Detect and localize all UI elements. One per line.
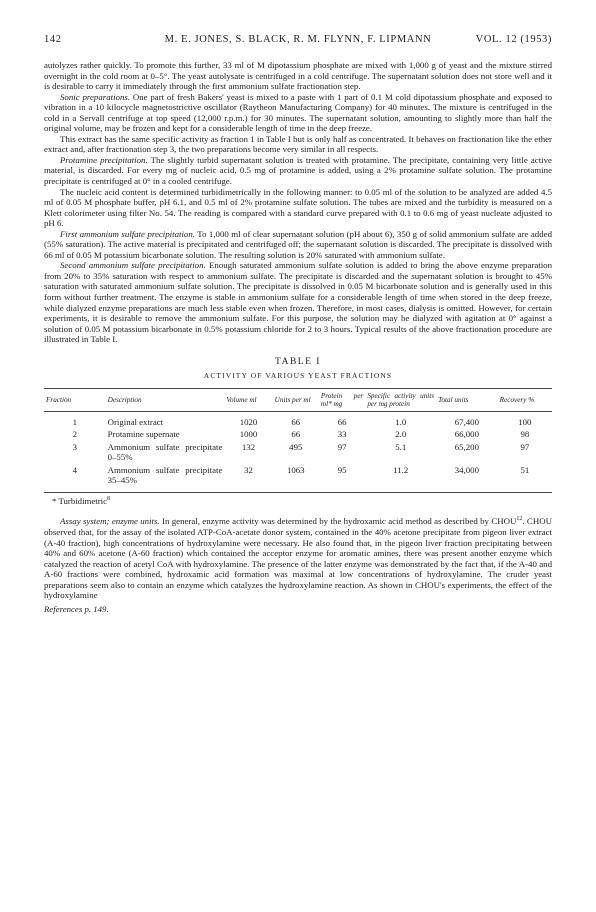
cell-specific-activity: 11.2 (365, 464, 436, 493)
paragraph (44, 229, 552, 261)
cell-protein: 97 (337, 441, 347, 452)
cell-volume: 1020 (239, 416, 258, 427)
cell-description: Original extract (107, 416, 164, 427)
col-total-units: Total units (436, 388, 498, 411)
cell-units: 66 (291, 416, 301, 427)
paragraph-text: In general, enzyme activity was determined by the hydroxamic acid method as described by CHOU (159, 516, 517, 527)
cell-protein: 33 (337, 429, 347, 440)
col-description: Description (106, 388, 225, 411)
cell-description: Ammonium sulfate precipitate 35–45% (106, 464, 225, 493)
footnote-text: * Turbidimetric (52, 495, 107, 506)
table-row (44, 441, 552, 464)
cell-specific-activity: 5.1 (395, 441, 407, 452)
paragraph (44, 260, 552, 344)
citation-reference: 12 (516, 516, 523, 523)
cell-volume: 1000 (239, 429, 258, 440)
col-volume: Volume ml (224, 388, 272, 411)
table-header-row (44, 388, 552, 411)
paragraph: This extract has the same specific activity as fraction 1 in Table I but is only half as concentrated. It behaves on fractionation like the ether extract and, after fractionation step 3, the two preparations become very similar in all respects. (44, 133, 552, 155)
col-fraction: Fraction (44, 388, 106, 411)
cell-fraction: 3 (72, 441, 78, 452)
body-text (44, 60, 552, 614)
section-heading: Assay system; enzyme units. (60, 516, 160, 527)
col-specific-activity: Specific activity units per mg protein (365, 388, 436, 411)
header-authors: M. E. JONES, S. BLACK, R. M. FLYNN, F. LIPMANN (164, 34, 432, 45)
cell-total-units: 65,200 (454, 441, 479, 452)
cell-specific-activity: 2.0 (395, 429, 407, 440)
cell-description: Ammonium sulfate precipitate 0–55% (107, 441, 223, 463)
section-heading: Protamine precipitation. (60, 154, 148, 165)
paragraph (44, 155, 552, 187)
cell-volume: 132 (241, 441, 256, 452)
cell-recovery: 100 (518, 416, 532, 427)
cell-protein: 95 (319, 464, 365, 493)
section-heading: First ammonium sulfate precipitation. (60, 228, 195, 239)
table-subtitle: ACTIVITY OF VARIOUS YEAST FRACTIONS (203, 371, 393, 381)
cell-fraction: 2 (72, 429, 78, 440)
table-row (44, 411, 552, 428)
paragraph (44, 516, 552, 600)
paragraph-text: To 1,000 ml of clear supernatant solution (pH about 6), 350 g of solid ammonium sulfate are added (55% saturation). The active material is precipitated and centrifuged off; the supernatant solution is discarded. The precipitate is dissolved with 66 ml of 0.05 M potassium bicarbonate solution. The resulting solution is 20% saturated with ammonium sulfate. (44, 228, 552, 260)
paragraph: autolyzes rather quickly. To promote this further, 33 ml of M dipotassium phosphate are mixed with 1,000 g of yeast and the mixture stirred overnight in the cold room at 0–5°. The yeast autolysate is centrifuged in a cold centrifuge. The supernatant solution does not store well and it is desirable to carry it immediately through the first ammonium sulfate fractionation step. (44, 60, 552, 92)
activity-table (44, 388, 552, 493)
cell-recovery: 97 (520, 441, 530, 452)
page-number: 142 (44, 34, 62, 45)
table-footnote (52, 496, 552, 507)
cell-protein: 66 (337, 416, 347, 427)
cell-units: 495 (289, 441, 303, 452)
references-link[interactable]: References p. 149. (44, 603, 109, 614)
section-heading: Second ammonium sulfate precipitation. (60, 260, 206, 271)
cell-total-units: 34,000 (436, 464, 498, 493)
cell-recovery: 98 (520, 429, 530, 440)
table-title: TABLE I (275, 356, 321, 367)
col-units: Units per ml (273, 388, 319, 411)
cell-recovery: 51 (498, 464, 552, 493)
paragraph-text: Enough saturated ammonium sulfate solution is added to bring the above enzyme preparation from 20% to 35% saturation with respect to ammonium sulfate. The precipitate is discarded and the supernatant solution is brought to 45% saturation with saturated ammonium sulfate solution. The precipitate is dissolved in 0.05 M bicarbonate solution and is generally used in this form without further treatment. The enzyme is stable in ammonium sulfate for a considerable length of time when stored in the deep freeze, while dialyzed enzyme preparations are much less stable even when frozen. Therefore, in most cases, dialysis is omitted. However, for certain experiments, it is desirable to remove the ammonium sulfate. For this purpose, the solution may be dialyzed with agitation at 0° against a solution of 0.05 M potassium bicarbonate in 0.5% potassium chloride for 2 to 3 hours. Typical results of the above fractionation procedure are illustrated in Table I. (44, 260, 553, 345)
col-protein: Protein per ml* mg (319, 388, 365, 411)
cell-description: Protamine supernate (107, 429, 180, 440)
paragraph (44, 92, 552, 134)
cell-volume: 32 (224, 464, 272, 493)
journal-page (44, 34, 552, 614)
cell-fraction: 4 (44, 464, 106, 493)
cell-total-units: 66,000 (454, 429, 479, 440)
cell-units: 1063 (273, 464, 319, 493)
running-header (44, 34, 552, 50)
header-volume: VOL. 12 (1953) (475, 34, 552, 45)
paragraph: The nucleic acid content is determined turbidimetrically in the following manner: to 0.05 ml of the solution to be analyzed are added 4.5 ml of 0.05 M phosphate buffer, pH 6.1, and 0.5 ml of 2% protamine sulfate solution. The tubes are mixed and the turbidity is measured on a Klett colorimeter using filter No. 54. The reading is compared with a standard curve prepared with 0.1 to 0.6 mg of yeast nucleate adjusted to pH 6. (44, 186, 552, 229)
cell-specific-activity: 1.0 (395, 416, 407, 427)
table-row (44, 464, 552, 493)
footnote-reference: 8 (107, 495, 110, 502)
cell-fraction: 1 (72, 416, 78, 427)
cell-total-units: 67,400 (454, 416, 479, 427)
section-heading: Sonic preparations. (60, 91, 131, 102)
col-recovery: Recovery % (498, 388, 552, 411)
paragraph-text: One part of fresh Bakers' yeast is mixed to a paste with 1 part of 0.1 M cold dipotassium phosphate and exposed to vibration in a 10 kilocycle magnetostrictive oscillator (Raytheon Manufacturing Company) for 40 minutes. The mixture is centrifuged in the cold in a Servall centrifuge at top speed (12,000 r.p.m.) for 30 minutes. The supernatant solution, amounting to slightly more than half the original volume, may be frozen and kept for a considerable length of time in the deep freeze. (44, 91, 552, 134)
paragraph-text: The slightly turbid supernatant solution is treated with protamine. The precipitate, containing very little active material, is discarded. For every mg of nucleic acid, 0.5 mg of protamine is added, using a 2% protamine sulfate solution. The protamine precipitate is centrifuged at 0° in a cooled centrifuge. (44, 154, 552, 187)
table-row (44, 428, 552, 441)
paragraph-text: . CHOU observed that, for the assay of the isolated ATP-CoA-acetate donor system, contained in the 40% acetone precipitate from pigeon liver extract (A-40 fraction), high concentrations of hydroxylamine were necessary. He also found that, in the pigeon liver fraction precipitating between 40% and 60% acetone (A-60 fraction) which contained the acceptor enzyme for aromatic amines, there was present another enzyme which catalyzed the reaction of acetyl CoA with hydroxylamine. The presence of the latter enzyme was demonstrated by the fact that, if the A-40 and A-60 fractions were combined, hydroxamic acid formation was maximal at low concentrations of hydroxylamine. The cruder yeast preparations seem also to contain an enzyme which catalyzes the hydroxylamine reaction. As shown in CHOU's experiments, the effect of the hydroxylamine (44, 516, 552, 601)
cell-units: 66 (291, 429, 301, 440)
